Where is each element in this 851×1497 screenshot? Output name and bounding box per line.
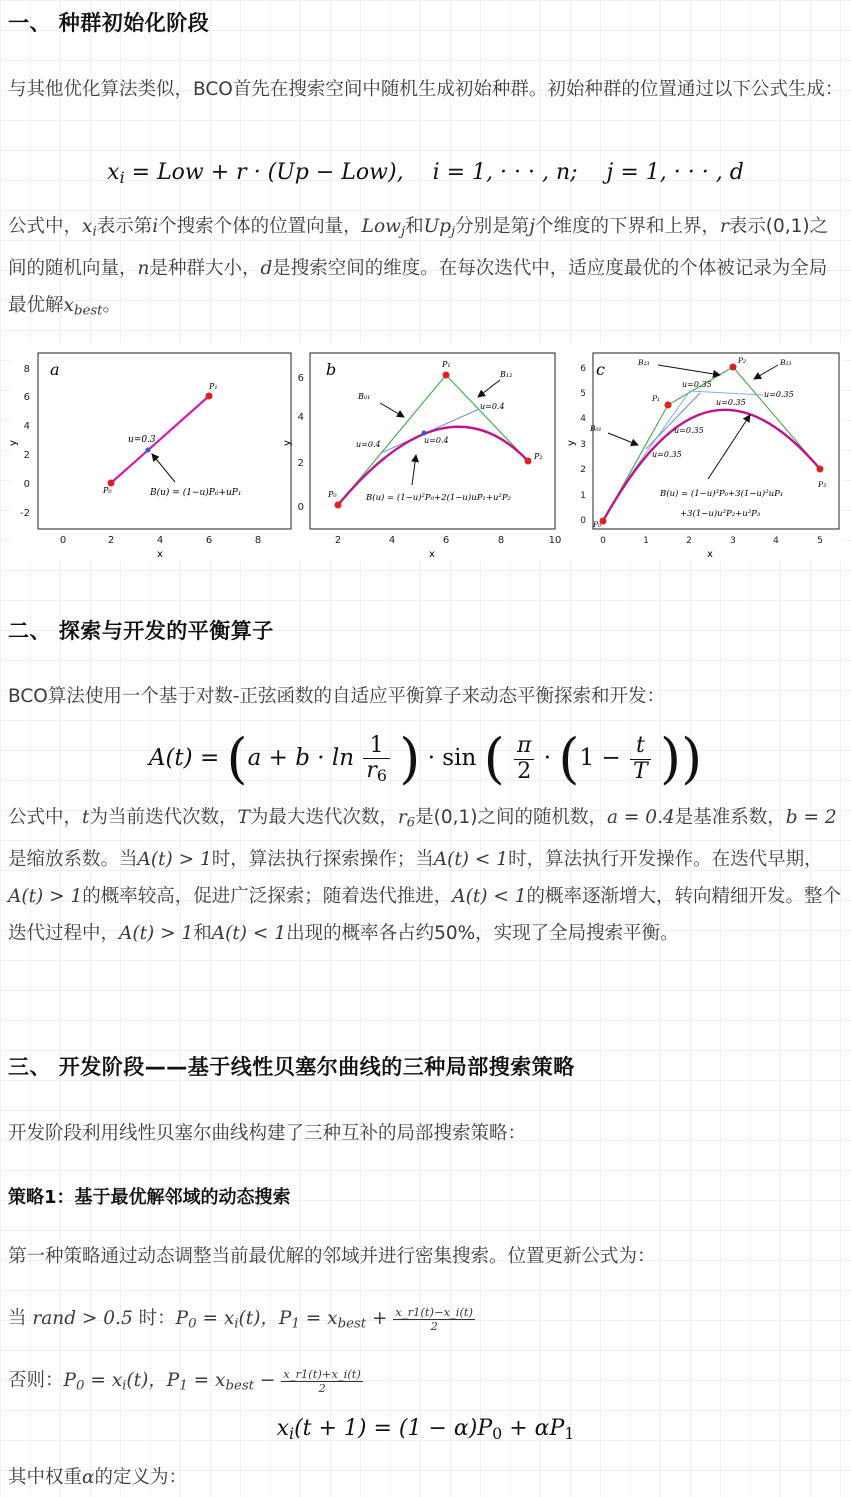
svg-text:5: 5 [817,536,823,546]
svg-text:1: 1 [580,491,586,501]
svg-text:B(u) = (1−u)P₀+uP₁: B(u) = (1−u)P₀+uP₁ [150,488,242,498]
svg-text:6: 6 [205,535,213,546]
svg-text:P₂: P₂ [738,356,747,365]
svg-text:3: 3 [580,440,586,450]
svg-text:2: 2 [107,535,115,546]
paragraph-balance-explanation: 公式中，t为当前迭代次数，T为最大迭代次数，$r_6$是(0,1)之间的随机数，a = 0.4是基准系数，b = 2是缩放系数。当A(t) > 1时，算法执行探索操作；当A(t) < 1时，算法执行开发操作。在迭代早期，A(t) > 1的概率较高，促进广泛探索；随着迭代推进，A(t) < 1的概率逐渐增大，转向精细开发。整个迭代过程中，A(t) > 1和A(t) < 1出现的概率各占约50%，实现了全局搜索平衡。 [8,807,842,945]
svg-text:8: 8 [497,535,505,546]
svg-text:u=0.4: u=0.4 [424,436,449,445]
update-rule-2: 否则：$P_0 = x_i(t)$，$P_1 = x_{best}$ − $\frac{x\_r1(t)+x\_i(t)}{2}$ [8,1367,361,1395]
strategy-1-title: 策略1：基于最优解邻域的动态搜索 [8,1187,291,1208]
svg-text:P₀: P₀ [593,520,602,529]
svg-text:2: 2 [686,536,692,546]
svg-text:B₂₃: B₂₃ [638,358,650,367]
svg-text:0: 0 [600,536,606,546]
svg-text:u=0.35: u=0.35 [682,380,712,389]
svg-text:2: 2 [580,465,586,475]
panel-b-letter: b [326,360,337,379]
svg-text:5: 5 [580,389,586,399]
svg-text:0: 0 [59,535,67,546]
svg-text:0: 0 [23,479,30,490]
svg-text:u=0.35: u=0.35 [652,450,682,459]
svg-text:0: 0 [297,502,304,513]
svg-text:P₀: P₀ [328,490,337,499]
svg-text:6: 6 [297,373,304,384]
section-title-2: 二、 探索与开发的平衡算子 [8,619,274,643]
svg-text:+3(1−u)u²P₂+u³P₃: +3(1−u)u²P₂+u³P₃ [680,509,761,519]
svg-text:4: 4 [580,414,586,424]
svg-text:6: 6 [580,364,586,374]
section-title-3: 三、 开发阶段——基于线性贝塞尔曲线的三种局部搜索策略 [8,1055,575,1079]
panel-a [8,353,291,560]
equation-balance-operator: A(t) = (a + b · ln $\frac{1}{r_6}$ ) · sin ( $\frac{\pi}{2}$ · (1 − $\frac{t}{T}$ )) [148,727,703,790]
svg-text:4: 4 [156,535,164,546]
svg-text:P₁: P₁ [442,360,451,369]
svg-text:1: 1 [643,536,649,546]
svg-text:6: 6 [442,535,450,546]
panel-c-letter: c [596,360,605,379]
svg-text:4: 4 [23,421,30,432]
panel-b-ylabel: y [282,440,293,446]
svg-text:B(u) = (1−u)³P₀+3(1−u)²uP₁: B(u) = (1−u)³P₀+3(1−u)²uP₁ [660,489,784,499]
svg-text:B₀₁: B₀₁ [358,392,371,401]
update-rule-1: 当 rand > 0.5 时：$P_0 = x_i(t)$，$P_1 = x_{best}$ + $\frac{x\_r1(t)-x\_i(t)}{2}$ [8,1305,473,1333]
svg-text:u=0.4: u=0.4 [480,402,505,411]
paragraph-initialization-explanation: 公式中，$x_i$表示第i个搜索个体的位置向量，Low$_j$和$Up_j$分别是第j个维度的下界和上界，r表示(0,1)之间的随机向量，n是种群大小，d是搜索空间的维度。在每次迭代中，适应度最优的个体被记录为全局最优解$x_{best}$。 [8,216,829,319]
svg-text:4: 4 [297,412,304,423]
panel-c-xlabel: x [707,549,713,560]
svg-text:B₂₃: B₂₃ [780,358,792,367]
svg-text:P₀: P₀ [103,486,112,495]
svg-text:10: 10 [548,535,562,546]
svg-text:u=0.35: u=0.35 [764,390,794,399]
svg-text:3: 3 [730,536,736,546]
panel-c-ylabel: y [566,440,577,446]
svg-text:8: 8 [254,535,262,546]
svg-text:4: 4 [773,536,779,546]
svg-text:u=0.35: u=0.35 [674,426,704,435]
paragraph-strategy-1: 第一种策略通过动态调整当前最优解的邻域并进行密集搜索。位置更新公式为： [8,1246,656,1267]
svg-text:0: 0 [580,516,586,526]
svg-text:B₀₁: B₀₁ [590,424,602,433]
svg-text:P₁: P₁ [652,394,661,403]
svg-text:u=0.3: u=0.3 [128,435,156,445]
svg-text:6: 6 [23,392,30,403]
svg-text:B₁₂: B₁₂ [500,370,513,379]
equation-position-update: $x_i(t + 1) = (1 - \alpha)P_0 + \alpha P_1$ [276,1416,575,1443]
paragraph-alpha-definition: 其中权重α的定义为： [8,1467,188,1488]
bezier-curves-figure [10,345,842,560]
svg-text:P₃: P₃ [818,480,827,489]
panel-b-xlabel: x [429,549,435,560]
svg-text:2: 2 [23,450,30,461]
paragraph-exploitation-intro: 开发阶段利用线性贝塞尔曲线构建了三种互补的局部搜索策略： [8,1123,527,1144]
panel-a-letter: a [50,360,60,379]
svg-text:2: 2 [297,458,304,469]
svg-text:2: 2 [334,535,342,546]
svg-text:-2: -2 [20,508,30,519]
panel-c [566,353,839,560]
panel-b [282,353,561,560]
svg-text:P₂: P₂ [534,452,543,461]
paragraph-balance-intro: BCO算法使用一个基于对数-正弦函数的自适应平衡算子来动态平衡探索和开发： [8,686,666,707]
svg-text:P₁: P₁ [209,382,218,391]
panel-a-xlabel: x [157,549,163,560]
panel-a-ylabel: y [8,440,19,446]
svg-text:4: 4 [388,535,396,546]
svg-text:8: 8 [23,364,30,375]
svg-text:u=0.35: u=0.35 [716,398,746,407]
equation-initialization: $x_i$ = Low + r · (Up − Low), i = 1, · · · , n; j = 1, · · · , d [107,160,744,187]
section-title-1: 一、 种群初始化阶段 [8,11,210,35]
paragraph-intro: 与其他优化算法类似，BCO首先在搜索空间中随机生成初始种群。初始种群的位置通过以下公式生成： [8,79,844,100]
svg-text:B(u) = (1−u)²P₀+2(1−u)uP₁+u²P₂: B(u) = (1−u)²P₀+2(1−u)uP₁+u²P₂ [366,493,511,503]
svg-text:u=0.4: u=0.4 [356,440,381,449]
